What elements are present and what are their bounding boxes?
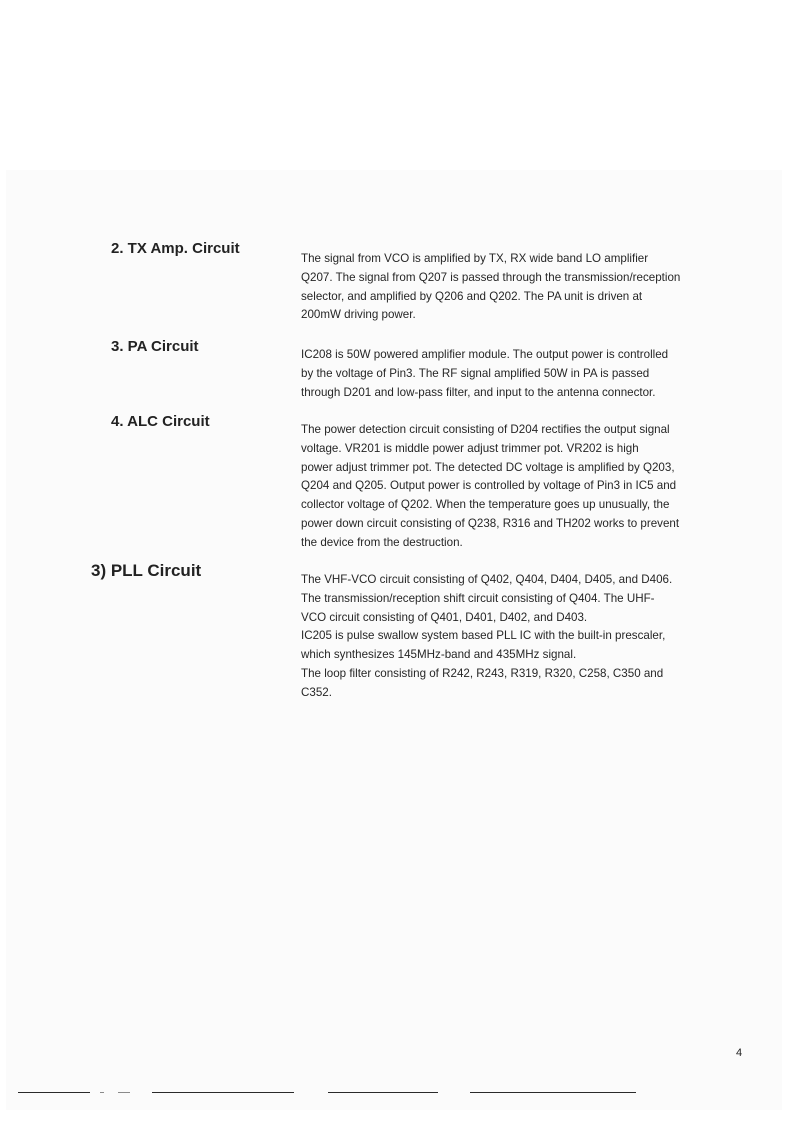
text-line: power down circuit consisting of Q238, R316 and TH202 works to prevent — [301, 516, 680, 530]
footer-rule — [118, 1092, 130, 1093]
text-line: Q207. The signal from Q207 is passed through the transmission/reception — [301, 270, 681, 284]
text-line: which synthesizes 145MHz-band and 435MHz signal. — [301, 648, 577, 662]
text-line: Q204 and Q205. Output power is controlled by voltage of Pin3 in IC5 and — [301, 479, 677, 493]
text-line: the device from the destruction. — [301, 535, 463, 549]
footer-rule — [470, 1092, 636, 1093]
section-body-pa — [301, 346, 721, 402]
text-line: by the voltage of Pin3. The RF signal amplified 50W in PA is passed — [301, 366, 650, 380]
section-heading-pll: 3) PLL Circuit — [91, 561, 202, 580]
section-heading-alc: 4. ALC Circuit — [111, 413, 210, 430]
footer-rule — [18, 1092, 90, 1093]
text-line: collector voltage of Q202. When the temperature goes up unusually, the — [301, 498, 670, 512]
text-line: selector, and amplified by Q206 and Q202. The PA unit is driven at — [301, 289, 643, 303]
text-line: IC205 is pulse swallow system based PLL IC with the built-in prescaler, — [301, 629, 666, 643]
text-line: C352. — [301, 685, 332, 699]
footer-rule — [100, 1092, 104, 1093]
text-line: The signal from VCO is amplified by TX, RX wide band LO amplifier — [301, 252, 649, 265]
text-line: The transmission/reception shift circuit consisting of Q404. The UHF- — [301, 591, 655, 605]
page-number: 4 — [736, 1047, 743, 1059]
text-line: through D201 and low-pass filter, and input to the antenna connector. — [301, 385, 656, 399]
text-line: 200mW driving power. — [301, 308, 416, 322]
section-body-pll — [301, 571, 721, 703]
text-line: The loop filter consisting of R242, R243, R319, R320, C258, C350 and — [301, 666, 664, 680]
text-line: VCO circuit consisting of Q401, D401, D402, and D403. — [301, 610, 588, 624]
text-line: IC208 is 50W powered amplifier module. The output power is controlled — [301, 348, 669, 361]
footer-rule — [328, 1092, 438, 1093]
text-line: power adjust trimmer pot. The detected DC voltage is amplified by Q203, — [301, 460, 675, 474]
text-line: voltage. VR201 is middle power adjust trimmer pot. VR202 is high — [301, 441, 639, 455]
section-body-alc — [301, 421, 721, 553]
section-heading-tx-amp: 2. TX Amp. Circuit — [111, 240, 240, 257]
footer-rule — [152, 1092, 294, 1093]
section-heading-pa: 3. PA Circuit — [111, 338, 199, 355]
section-body-tx-amp — [301, 250, 721, 325]
text-line: The VHF-VCO circuit consisting of Q402, Q404, D404, D405, and D406. — [301, 573, 673, 586]
text-line: The power detection circuit consisting of D204 rectifies the output signal — [301, 423, 670, 436]
